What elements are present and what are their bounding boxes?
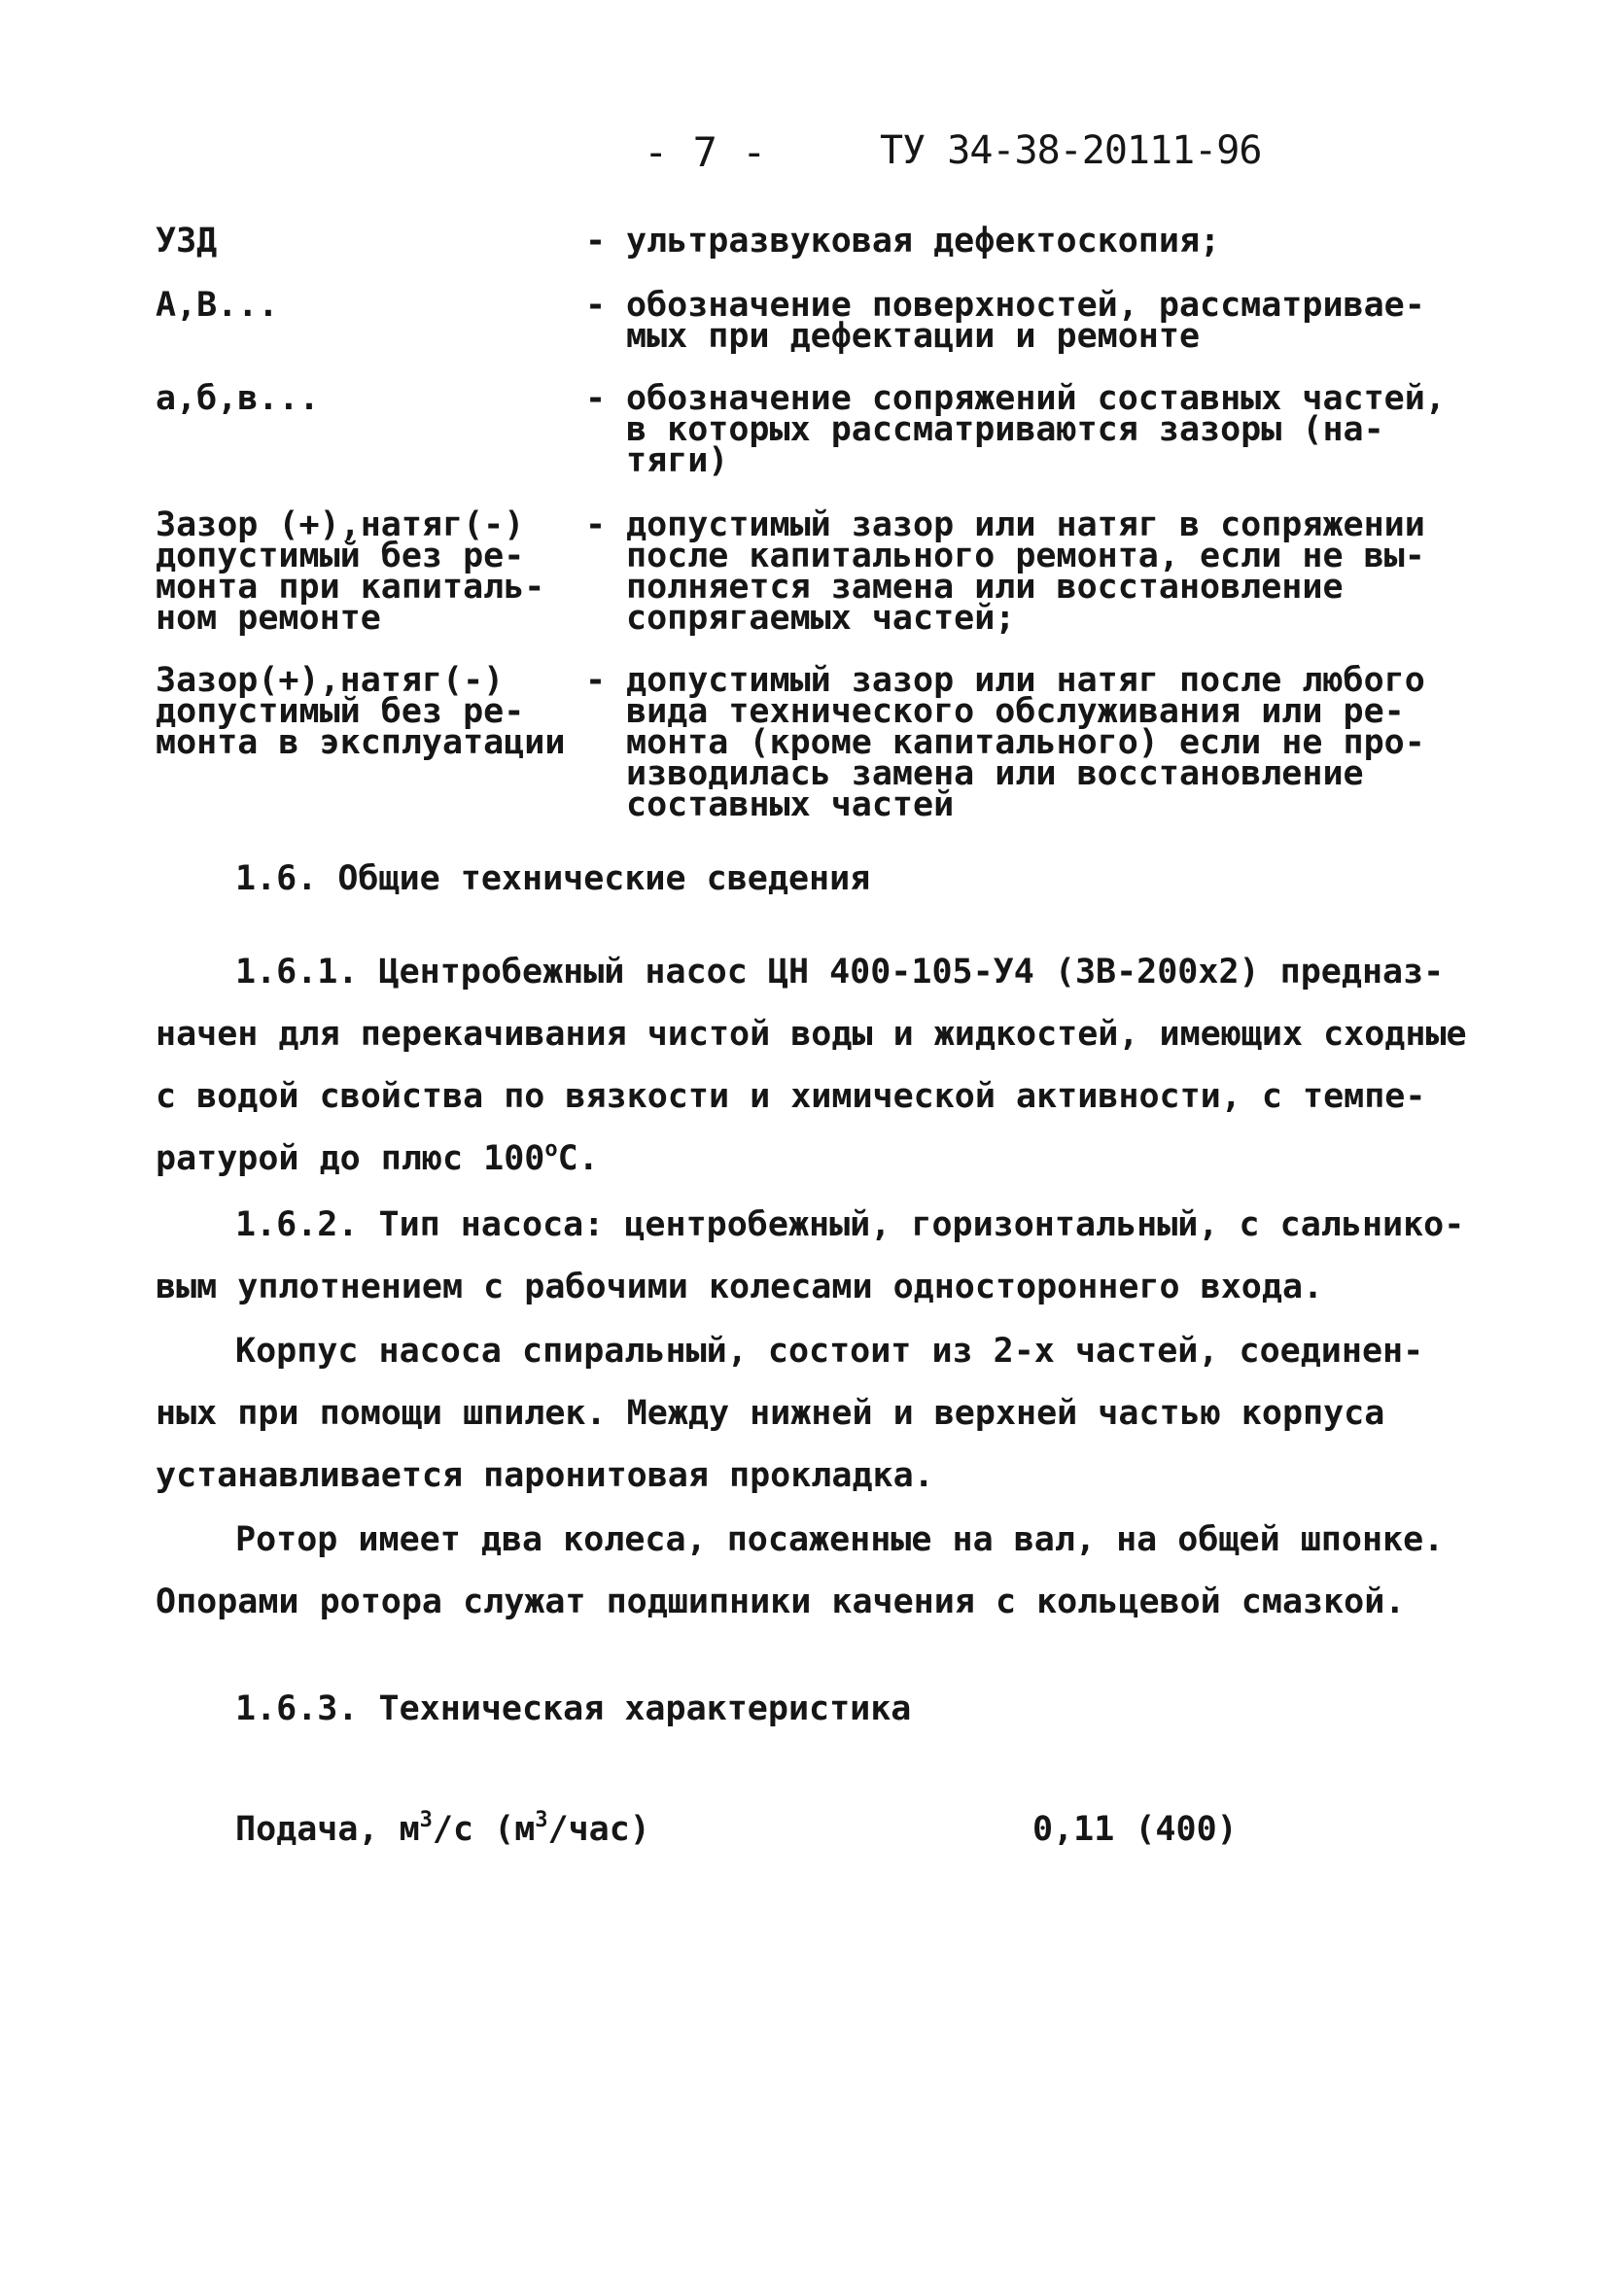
description-line: вида технического обслуживания или ре- [626,692,1405,731]
term-label [156,222,218,261]
degree-superscript: о [544,1137,558,1162]
term-description [626,505,1425,638]
term-label [156,505,545,638]
term-line: монта в эксплуатации [156,723,566,762]
paragraph-line: вым уплотнением с рабочими колесами одностороннего входа. [156,1268,1324,1306]
term-description [626,286,1425,356]
paragraph-line: устанавливается паронитовая прокладка. [156,1456,934,1495]
text-fragment: С. [557,1139,599,1178]
description-line: тяги) [626,441,729,480]
term-description [626,661,1425,824]
term-line: монта при капиталь- [156,568,545,607]
description-line: составных частей [626,785,955,824]
description-line: допустимый зазор или натяг в сопряжении [626,505,1425,544]
term-dash: - [585,222,607,261]
term-label [156,379,320,418]
abbreviation-list [0,0,1608,875]
text-fragment: ратурой до плюс 100 [156,1139,545,1178]
description-line: ультразвуковая дефектоскопия; [626,222,1221,261]
text-fragment: /час) [547,1810,650,1849]
page-number: - 7 - [644,128,767,176]
unit-superscript: 3 [535,1808,548,1832]
term-line: допустимый без ре- [156,692,525,731]
paragraph-line [156,1139,599,1178]
description-line: обозначение поверхностей, рассматривае- [626,286,1425,325]
paragraph-line: Корпус насоса спиральный, состоит из 2-х частей, соединен- [235,1332,1424,1371]
description-line: в которых рассматриваются зазоры (на- [626,410,1384,449]
term-dash: - [585,379,607,418]
paragraph-line: с водой свойства по вязкости и химической активности, с темпе- [156,1077,1426,1116]
paragraph-line: начен для перекачивания чистой воды и жидкостей, имеющих сходные [156,1015,1467,1054]
term-description [626,222,1221,261]
spec-label [235,1810,650,1849]
unit-superscript: 3 [419,1808,433,1832]
description-line: допустимый зазор или натяг после любого [626,661,1425,700]
term-dash: - [585,286,607,325]
term-dash: - [585,505,607,544]
term-line: УЗД [156,222,218,261]
text-fragment: /с (м [432,1810,536,1849]
term-description [626,379,1446,480]
section-heading: 1.6. Общие технические сведения [235,859,871,898]
term-label [156,286,279,325]
term-line: ном ремонте [156,599,381,638]
term-line: а,б,в... [156,379,320,418]
paragraph-line: Ротор имеет два колеса, посаженные на вал, на общей шпонке. [235,1520,1445,1559]
paragraph-line: ных при помощи шпилек. Между нижней и верхней частью корпуса [156,1394,1385,1433]
term-line: допустимый без ре- [156,537,525,575]
description-line: после капитального ремонта, если не вы- [626,537,1425,575]
term-line: А,В... [156,286,279,325]
text-fragment: Подача, м [235,1810,420,1849]
term-dash: - [585,661,607,700]
term-label [156,661,566,762]
description-line: полняется замена или восстановление [626,568,1344,607]
description-line: изводилась замена или восстановление [626,754,1364,793]
spec-value: 0,11 (400) [1032,1810,1238,1849]
description-line: сопрягаемых частей; [626,599,1016,638]
term-line: Зазор(+),натяг(-) [156,661,505,700]
subsection-heading: 1.6.3. Техническая характеристика [235,1689,912,1728]
description-line: монта (кроме капитального) если не про- [626,723,1425,762]
paragraph-line: 1.6.1. Центробежный насос ЦН 400-105-У4 (3В-200х2) предназ- [235,953,1445,991]
document-code: ТУ 34-38-20111-96 [880,128,1262,173]
term-line: Зазор (+),натяг(-) [156,505,525,544]
description-line: мых при дефектации и ремонте [626,317,1201,356]
paragraph-line: 1.6.2. Тип насоса: центробежный, горизонтальный, с сальнико- [235,1205,1465,1244]
description-line: обозначение сопряжений составных частей, [626,379,1446,418]
paragraph-line: Опорами ротора служат подшипники качения с кольцевой смазкой. [156,1583,1406,1621]
